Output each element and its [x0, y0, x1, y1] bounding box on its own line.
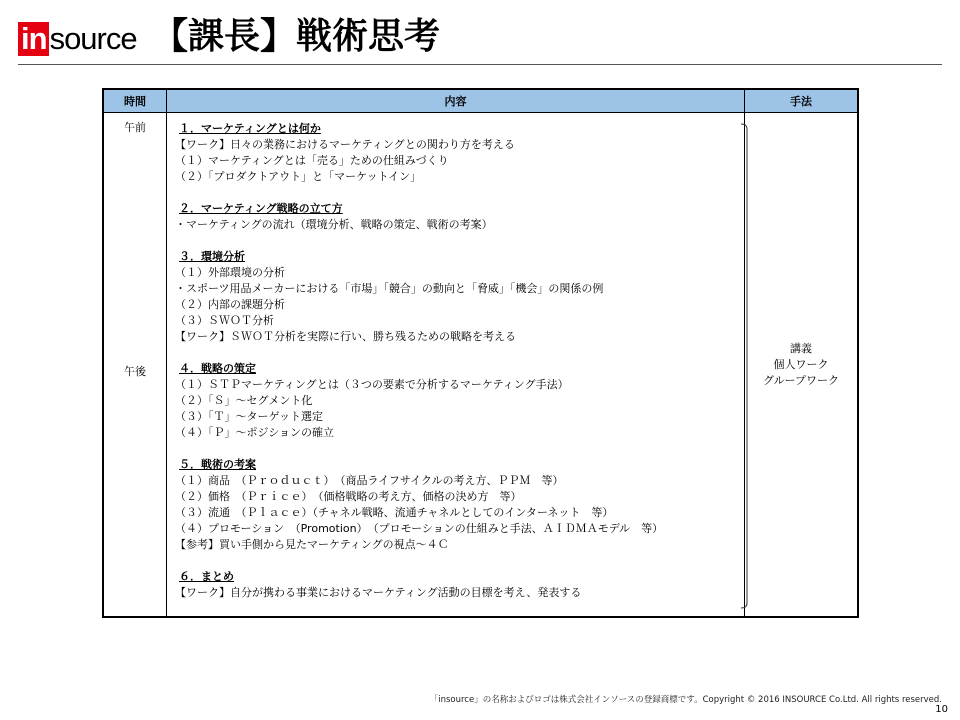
section-line: （２）価格 （Ｐｒｉｃｅ） （価格戦略の考え方、価格の決め方 等）: [175, 490, 522, 503]
page-title: 【課長】戦術思考: [152, 16, 441, 57]
section-line: （１）ＳＴＰマーケティングとは（３つの要素で分析するマーケティング手法）: [175, 378, 569, 391]
table-body-row: [103, 113, 858, 618]
section-line: 【ワーク】ＳＷＯＴ分析を実際に行い、勝ち残るための戦略を考える: [175, 330, 516, 343]
section-heading: ６．まとめ: [179, 570, 234, 583]
header-content: 内容: [167, 89, 745, 113]
logo-source-text: source: [49, 21, 137, 56]
insource-logo: [18, 22, 137, 56]
time-cell: [103, 113, 167, 618]
section-line: （４）「Ｐ」～ポジションの確立: [175, 426, 335, 439]
method-cell: [745, 113, 859, 618]
section-line: （３）ＳＷＯＴ分析: [175, 314, 274, 327]
section-2: [175, 201, 744, 233]
table-header-row: [103, 89, 858, 113]
section-line: （４）プロモーション （Promotion） （プロモーションの仕組みと手法、ＡＩＤＭＡモデル 等）: [175, 522, 664, 535]
section-line: ・マーケティングの流れ（環境分析、戦略の策定、戦術の考案）: [175, 218, 493, 231]
section-line: 【参考】買い手側から見たマーケティングの視点～４Ｃ: [175, 538, 449, 551]
section-line: （２）内部の課題分析: [175, 298, 285, 311]
content-cell: [167, 113, 745, 618]
section-4: [175, 361, 744, 441]
section-line: （１）商品 （Ｐｒｏｄｕｃｔ） （商品ライフサイクルの考え方、ＰＰＭ 等）: [175, 474, 564, 487]
section-line: （１）外部環境の分析: [175, 266, 285, 279]
schedule-table: [102, 88, 859, 618]
time-am: 午前: [124, 121, 146, 134]
section-line: （２）「Ｓ」～セグメント化: [175, 394, 313, 407]
time-pm: 午後: [124, 365, 146, 378]
section-line: （３）流通 （Ｐｌａｃｅ）（チャネル戦略、流通チャネルとしてのインターネット 等）: [175, 506, 614, 519]
section-line: （２）「プロダクトアウト」と「マーケットイン」: [175, 170, 422, 183]
method-group-work: グループワーク: [762, 374, 840, 387]
section-line: （３）「Ｔ」～ターゲット選定: [175, 410, 324, 423]
logo-in-mark: in: [18, 22, 49, 56]
section-heading: ３．環境分析: [179, 250, 245, 263]
section-heading: １．マーケティングとは何か: [179, 122, 321, 135]
method-list: [745, 341, 857, 389]
method-lecture: 講義: [790, 342, 812, 355]
section-line: （１）マーケティングとは「売る」ための仕組みづくり: [175, 154, 449, 167]
section-line: ・スポーツ用品メーカーにおける「市場」「競合」の動向と「脅威」「機会」の関係の例: [175, 282, 604, 295]
section-line: 【ワーク】日々の業務におけるマーケティングとの関わり方を考える: [175, 138, 515, 151]
section-1: [175, 121, 744, 185]
page-number: 10: [935, 704, 948, 715]
section-heading: ５．戦術の考案: [179, 458, 256, 471]
section-line: 【ワーク】自分が携わる事業におけるマーケティング活動の目標を考え、発表する: [175, 586, 582, 599]
section-heading: ２．マーケティング戦略の立て方: [179, 202, 343, 215]
section-3: [175, 249, 744, 345]
section-5: [175, 457, 744, 553]
method-individual-work: 個人ワーク: [773, 358, 829, 371]
section-6: [175, 569, 744, 601]
title-divider: [18, 64, 942, 65]
header-method: 手法: [745, 89, 859, 113]
copyright-notice: 「insource」の名称およびロゴは株式会社インソースの登録商標です。Copyright © 2016 INSOURCE Co.Ltd. All rights reserved.: [429, 695, 942, 705]
section-heading: ４．戦略の策定: [179, 362, 256, 375]
header-time: 時間: [103, 89, 167, 113]
